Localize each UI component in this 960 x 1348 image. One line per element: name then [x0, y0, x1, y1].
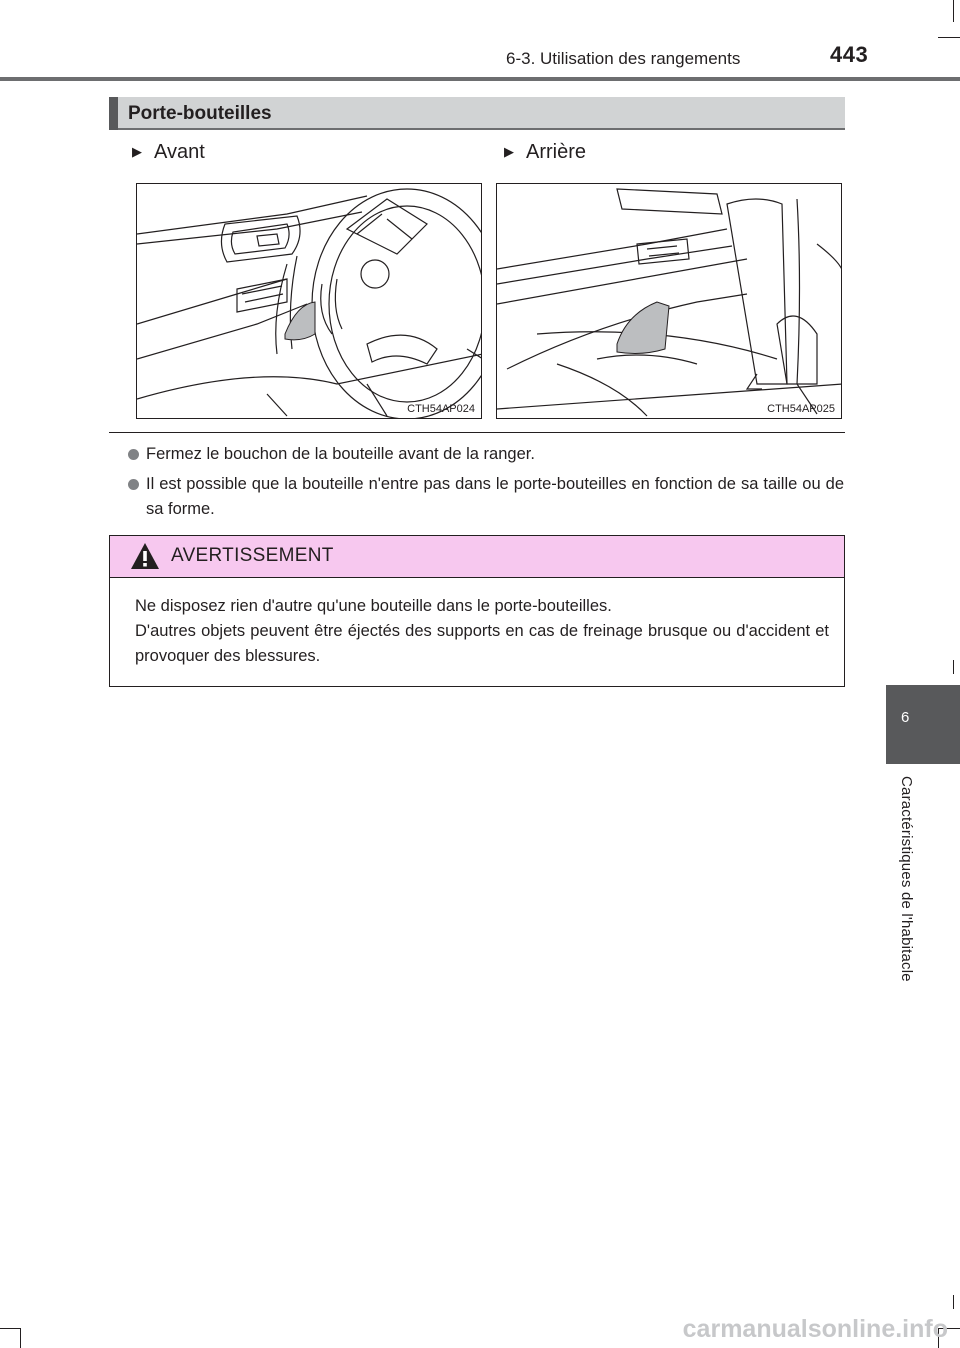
rear-figure-code: CTH54AP025 — [767, 403, 835, 415]
warning-line-1: Ne disposez rien d'autre qu'une bouteille dans le porte-bouteilles. — [135, 597, 612, 615]
bullet-text: Il est possible que la bouteille n'entre pas dans le porte-bouteilles en fonction de sa taille ou de sa forme. — [146, 475, 844, 518]
triangle-right-icon: ▶ — [504, 144, 514, 159]
list-item — [128, 442, 844, 467]
front-label-text: Avant — [154, 141, 205, 163]
warning-header — [110, 536, 844, 578]
bullet-dot-icon — [128, 449, 139, 460]
header-section-title: 6-3. Utilisation des rangements — [506, 49, 741, 68]
section-title: Porte-bouteilles — [128, 103, 272, 124]
chapter-number: 6 — [901, 709, 910, 726]
warning-body — [135, 594, 829, 669]
front-door-drawing — [137, 184, 482, 419]
watermark: carmanualsonline.info — [682, 1315, 948, 1343]
notes-list — [128, 442, 844, 527]
warning-title: AVERTISSEMENT — [171, 545, 334, 566]
crop-mark — [953, 1295, 954, 1309]
front-figure-code: CTH54AP024 — [407, 403, 475, 415]
warning-box — [109, 535, 845, 687]
rear-door-drawing — [497, 184, 842, 419]
figure-divider — [109, 432, 845, 433]
triangle-right-icon: ▶ — [132, 144, 142, 159]
bullet-text: Fermez le bouchon de la bouteille avant de la ranger. — [146, 445, 535, 463]
crop-mark — [953, 0, 954, 22]
crop-mark — [953, 660, 954, 674]
rear-bottle-holder-illustration — [496, 183, 842, 419]
section-accent — [109, 97, 118, 130]
bullet-dot-icon — [128, 479, 139, 490]
chapter-title: Caractéristiques de l'habitacle — [898, 776, 915, 982]
warning-triangle-icon — [130, 542, 160, 570]
rear-label — [504, 141, 586, 164]
page-number: 443 — [830, 42, 869, 67]
warning-line-2: D'autres objets peuvent être éjectés des supports en cas de freinage brusque ou d'accident et provoquer des blessures. — [135, 622, 829, 665]
crop-mark — [0, 1328, 20, 1329]
header-rule — [0, 77, 960, 81]
front-label — [132, 141, 205, 164]
section-heading — [109, 97, 845, 130]
crop-mark — [938, 37, 960, 38]
list-item — [128, 472, 844, 522]
crop-mark — [20, 1328, 21, 1348]
front-bottle-holder-illustration — [136, 183, 482, 419]
chapter-tab — [886, 685, 960, 764]
rear-label-text: Arrière — [526, 141, 587, 163]
